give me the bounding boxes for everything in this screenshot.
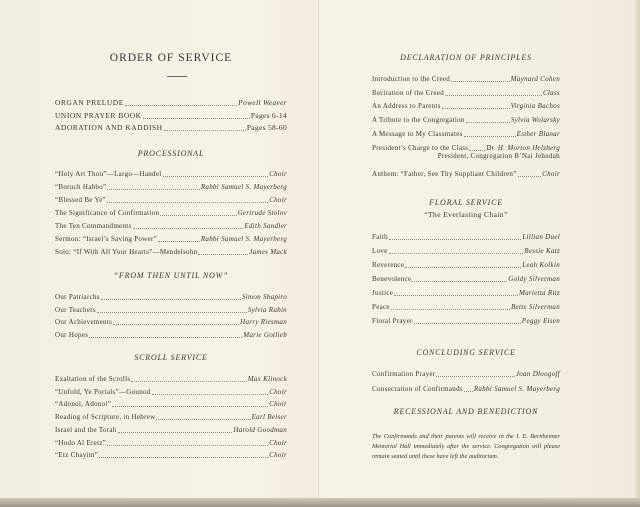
leader-dots [160,214,236,216]
performer: Rabbi Samuel S. Mayerberg [473,385,560,393]
leader-dots [405,266,521,268]
program-row [372,87,560,99]
performer: Gertrude Stolov [237,209,287,217]
performer: Choir [269,388,287,396]
performer: Dr. H. Morton Helzberg [486,144,560,152]
leader-dots [394,294,518,296]
section-heading-processional: PROCESSIONAL [137,149,205,158]
performer: Goldy Silverman [508,275,560,283]
leader-dots [436,375,514,377]
program-row [55,246,287,258]
program-row [55,194,287,206]
leader-dots [414,322,521,324]
paper-edge [634,0,640,500]
item-label: Introduction to the Creed [372,75,451,83]
page-reference: Pages 58-60 [246,123,287,132]
program-row [372,259,560,271]
item-label: Solo: “If With All Your Hearts”—Mendelsohn [55,248,198,256]
item-label: Our Hopes [55,331,89,339]
item-label: Israel and the Torah [55,426,117,434]
closing-note: The Confirmands and their parents will receive in the I. E. Bernheimer Memorial Hall immediately after the service. Congregation will please remain seated until these have left the auditorium. [372,433,560,460]
leader-dots [133,227,244,229]
item-label: Confirmation Prayer [372,370,436,378]
item-label: “Holy Art Thou”—Largo—Handel [55,170,162,178]
leader-dots [163,175,269,177]
performer: Harold Goodman [233,426,287,434]
program-row [55,168,287,180]
section-heading-from-then-until-now: “FROM THEN UNTIL NOW” [113,271,229,280]
program-row [55,207,287,219]
leader-dots [198,253,248,255]
performer: Choir [542,170,560,178]
item-label: Consecration of Confirmands [372,385,463,393]
program-row [372,128,560,140]
performer: Earl Beiser [251,413,287,421]
performer: Bette Silverman [510,303,560,311]
leader-dots [391,308,510,310]
leader-dots [442,107,510,109]
item-label: Recitation of the Creed [372,89,445,97]
leader-dots [107,188,199,190]
item-label: UNION PRAYER BOOK [55,111,142,120]
program-row [55,122,287,134]
page-fold [318,0,320,500]
program-row [372,287,560,299]
program-row [55,398,287,410]
program-row [372,100,560,112]
performer: Bessie Katz [524,247,560,255]
performer: Lillian Duel [522,233,560,241]
item-label: Reverence [372,261,405,269]
performer: Leah Kolkin [522,261,560,269]
program-row [372,168,560,180]
item-label: ORGAN PRELUDE [55,98,124,107]
leader-dots [101,298,241,300]
performer: Marietta Ritz [518,289,560,297]
item-label: A Tribute to the Congregation [372,116,465,124]
performer: Rabbi Samuel S. Mayerberg [200,183,287,191]
section-heading-concluding: CONCLUDING SERVICE [416,348,516,357]
program-row [55,110,287,122]
item-label: Our Teachers [55,306,96,314]
performer: Class [542,89,560,97]
section-heading-floral: FLORAL SERVICE [429,198,503,207]
item-label: A Message to My Classmates [372,130,463,138]
performer: Powell Weaver [238,98,287,107]
performer: Simon Shapiro [241,293,287,301]
page-reference: Pages 6-14 [250,111,287,120]
performer: Sylvia Wolarsky [510,116,560,124]
leader-dots [89,336,242,338]
leader-dots [112,405,268,407]
leader-dots [107,201,268,203]
leader-dots [143,117,250,119]
program-row [372,231,560,243]
section-heading-recessional: RECESSIONAL AND BENEDICTION [393,407,539,416]
program-row [55,437,287,449]
program-row [372,245,560,257]
item-label: “Adonoi, Adonoi” [55,400,112,408]
program-row [372,368,560,380]
item-label: Our Patriarchs [55,293,100,301]
leader-dots [125,104,237,106]
item-label: An Address to Parents [372,102,441,110]
leader-dots [131,380,246,382]
item-label: “Hodo Al Eretz” [55,439,107,447]
program-row [372,301,560,313]
item-label: “Blessed Be Ye” [55,196,106,204]
item-label: Benevolence [372,275,412,283]
leader-dots [107,444,268,446]
program-row [55,329,287,341]
program-row [55,411,287,423]
leader-dots [158,240,200,242]
item-label: “Etz Chayim” [55,451,99,459]
leader-dots [464,135,516,137]
item-label: Anthem: “Father, See Thy Suppliant Children” [372,170,517,178]
performer: Maynard Cohen [510,75,560,83]
performer: Marie Gotlieb [243,331,287,339]
performer: Joan Dloogoff [515,370,560,378]
performer: Choir [269,451,287,459]
performer: Choir [269,196,287,204]
program-row [55,424,287,436]
section-heading-declaration: DECLARATION OF PRINCIPLES [400,53,532,62]
item-label: Exaltation of the Scrolls [55,375,131,383]
program-row [372,73,560,85]
performer: Choir [269,439,287,447]
leader-dots [156,418,250,420]
item-label: Faith [372,233,388,241]
item-label: “Unfold, Ye Portals”—Gounod [55,388,151,396]
leader-dots [451,80,510,82]
program-row [55,449,287,461]
item-label: Sermon: “Israel’s Saving Power” [55,235,158,243]
leader-dots [118,431,233,433]
program-row [55,220,287,232]
right-page [372,0,560,500]
item-label: President’s Charge to the Class [372,144,469,152]
program-row [55,181,287,193]
program-row [55,373,287,385]
program-row [55,304,287,316]
item-label: Peace [372,303,390,311]
performer-title: President, Congregation B’Nai Jehudah [437,152,560,160]
leader-dots [389,252,524,254]
leader-dots [152,393,269,395]
item-label: Floral Prayer [372,317,413,325]
leader-dots [97,311,247,313]
program-row [372,273,560,285]
program-row [55,97,287,109]
leader-dots [464,390,473,392]
leader-dots [412,280,507,282]
item-label: ADORATION AND KADDISH [55,123,163,132]
item-label: Love [372,247,388,255]
item-label: The Significance of Confirmation [55,209,160,217]
title-rule [167,76,187,77]
item-label: “Boruch Habbo” [55,183,107,191]
performer: Sylvia Rabin [247,306,287,314]
performer: James Mack [249,248,287,256]
performer: Choir [269,170,287,178]
program-row [372,383,560,395]
leader-dots [164,129,246,131]
performer: Virginia Bachos [510,102,560,110]
performer: Choir [269,400,287,408]
section-heading-scroll-service: SCROLL SERVICE [134,353,208,362]
left-page [55,0,287,500]
leader-dots [389,238,521,240]
leader-dots [113,323,239,325]
section-subheading-floral: “The Everlasting Chain” [424,210,508,219]
leader-dots [99,456,268,458]
program-row [372,114,560,126]
leader-dots [466,121,510,123]
item-label: Our Achievements [55,318,113,326]
item-label: Justice [372,289,394,297]
performer: Harry Riesman [240,318,287,326]
leader-dots [469,149,485,151]
item-label: The Ten Commandments [55,222,132,230]
program-row [55,386,287,398]
item-label: Reading of Scripture, in Hebrew [55,413,156,421]
program-row [372,315,560,327]
performer: Peggy Eisen [521,317,560,325]
leader-dots [518,175,542,177]
performer: Max Klinock [247,375,287,383]
program-row [55,316,287,328]
program-row [55,233,287,245]
program-row [55,291,287,303]
leader-dots [445,94,542,96]
page-title: ORDER OF SERVICE [109,52,233,64]
performer: Rabbi Samuel S. Mayerberg [200,235,287,243]
performer: Edith Sandler [244,222,287,230]
performer: Esther Blanar [516,130,560,138]
